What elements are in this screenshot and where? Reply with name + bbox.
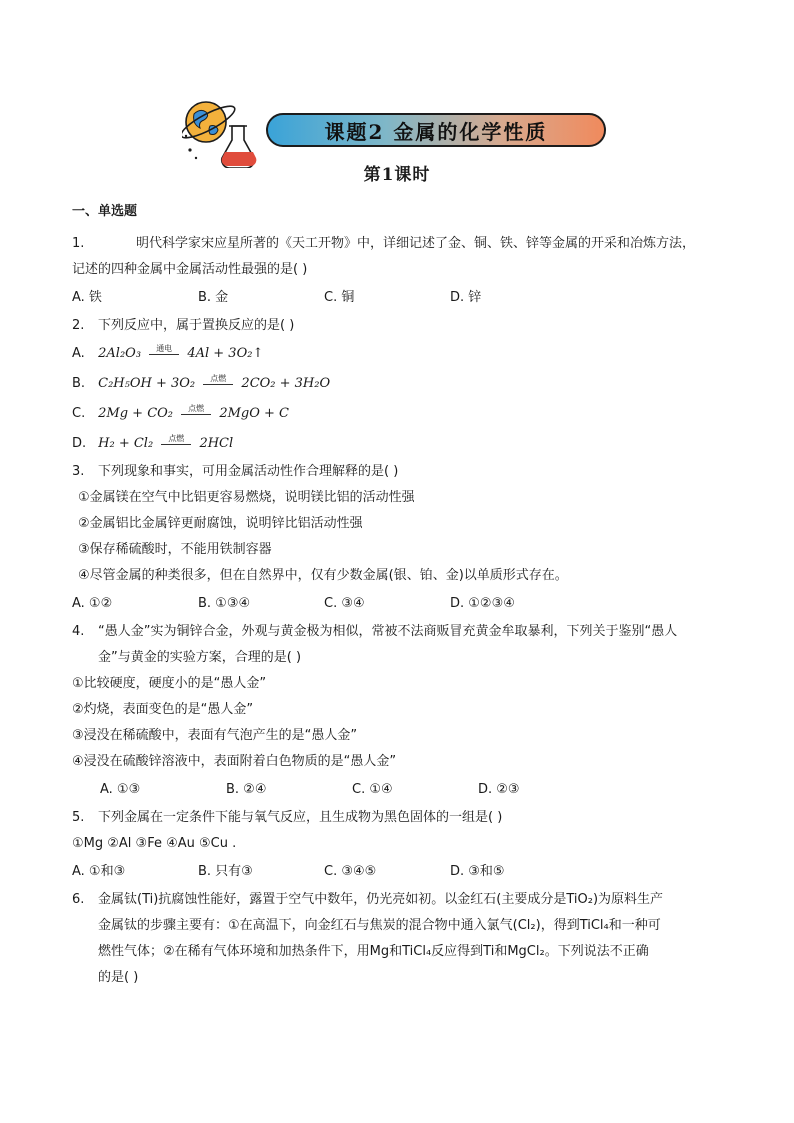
question-text: 下列反应中，属于置换反应的是( ) [98,318,295,333]
question-text: 下列现象和事实，可用金属活动性作合理解释的是( ) [98,464,399,479]
statement-item: ④浸没在硫酸锌溶液中，表面附着白色物质的是“愚人金” [72,754,397,769]
question-text: 明代科学家宋应星所著的《天工开物》中，详细记述了金、铜、铁、锌等金属的开采和冶炼方法， [136,236,696,251]
option-label: B. [72,376,86,391]
question-number: 1. [72,236,85,251]
option-a[interactable]: A. ①② [72,596,113,611]
formula-left: 2Mg + CO₂ [98,406,174,421]
statement-item: ③保存稀硫酸时，不能用铁制容器 [78,542,272,557]
question-text: 金”与黄金的实验方案，合理的是( ) [98,650,302,665]
question-number: 5. [72,810,85,825]
formula-right: 2HCl [199,436,234,451]
question-number: 6. [72,892,85,907]
question-number: 4. [72,624,85,639]
option-b[interactable]: B. ②④ [226,782,267,797]
question-6 [72,887,732,991]
option-d[interactable]: D. ②③ [478,782,520,797]
statement-item: ②金属铝比金属锌更耐腐蚀，说明锌比铝活动性强 [78,516,363,531]
option-d[interactable]: D. ①②③④ [450,596,515,611]
question-text: 燃性气体；②在稀有气体环境和加热条件下，用Mg和TiCl₄反应得到Ti和MgCl₂。下列说法不正确 [98,944,649,959]
question-number: 3. [72,464,85,479]
option-b[interactable]: B. ①③④ [198,596,251,611]
question-2 [72,313,732,459]
option-c[interactable] [72,399,732,429]
reaction-condition: 点燃 [161,434,191,445]
option-a[interactable]: A. ①和③ [72,864,126,879]
formula-left: C₂H₅OH + 3O₂ [98,376,196,391]
formula-left: H₂ + Cl₂ [98,436,154,451]
option-d[interactable]: D. ③和⑤ [450,864,505,879]
reaction-condition: 点燃 [203,374,233,385]
question-text: 下列金属在一定条件下能与氧气反应，且生成物为黑色固体的一组是( ) [98,810,503,825]
statement-item: ②灼烧，表面变色的是“愚人金” [72,702,254,717]
option-b[interactable]: B. 金 [198,290,229,305]
statement-item: ③浸没在稀硫酸中，表面有气泡产生的是“愚人金” [72,728,358,743]
option-d[interactable]: D. 锌 [450,290,482,305]
question-text: “愚人金”实为铜锌合金，外观与黄金极为相似，常被不法商贩冒充黄金牟取暴利，下列关于鉴别“愚人 [98,624,678,639]
metal-list: ①Mg ②Al ③Fe ④Au ⑤Cu . [72,836,237,851]
section-title: 一、单选题 [72,204,138,219]
question-3 [72,459,732,619]
question-text: 金属钛的步骤主要有：①在高温下，向金红石与焦炭的混合物中通入氯气(Cl₂)，得到TiCl₄和一种可 [98,918,661,933]
page-title: 课题2 金属的化学性质 [324,119,548,144]
option-c[interactable]: C. ③④⑤ [324,864,377,879]
formula-left: 2Al₂O₃ [98,346,142,361]
statement-item: ①金属镁在空气中比铝更容易燃烧，说明镁比铝的活动性强 [78,490,415,505]
question-text: 金属钛(Ti)抗腐蚀性能好，露置于空气中数年，仍光亮如初。以金红石(主要成分是TiO₂)为原料生产 [98,892,664,907]
option-c[interactable]: C. ③④ [324,596,365,611]
reaction-condition: 点燃 [181,404,211,415]
option-row [72,775,732,805]
title-banner [266,113,606,147]
question-text: 的是( ) [98,970,139,985]
page-header [0,0,794,200]
option-a[interactable]: A. ①③ [100,782,141,797]
option-label: A. [72,346,85,361]
question-number: 2. [72,318,85,333]
question-list [72,200,732,991]
question-5 [72,805,732,887]
option-a[interactable] [72,339,732,369]
option-c[interactable]: C. ①④ [352,782,393,797]
option-row [72,589,732,619]
formula-right: 2MgO + C [219,406,289,421]
option-row [72,283,732,313]
formula-right: 2CO₂ + 3H₂O [241,376,331,391]
question-1 [72,231,732,313]
question-4 [72,619,732,805]
option-label: D. [72,436,87,451]
planet-flask-icon [182,96,264,168]
formula-right: 4Al + 3O₂↑ [187,346,264,361]
option-label: C. [72,406,86,421]
question-text: 记述的四种金属中金属活动性最强的是( ) [72,262,308,277]
option-c[interactable]: C. 铜 [324,290,355,305]
option-d[interactable] [72,429,732,459]
option-b[interactable] [72,369,732,399]
option-a[interactable]: A. 铁 [72,290,102,305]
option-b[interactable]: B. 只有③ [198,864,253,879]
option-row [72,857,732,887]
lesson-subtitle: 第1课时 [363,165,431,185]
statement-item: ①比较硬度，硬度小的是“愚人金” [72,676,267,691]
statement-item: ④尽管金属的种类很多，但在自然界中，仅有少数金属(银、铂、金)以单质形式存在。 [78,568,568,583]
reaction-condition: 通电 [149,344,179,355]
